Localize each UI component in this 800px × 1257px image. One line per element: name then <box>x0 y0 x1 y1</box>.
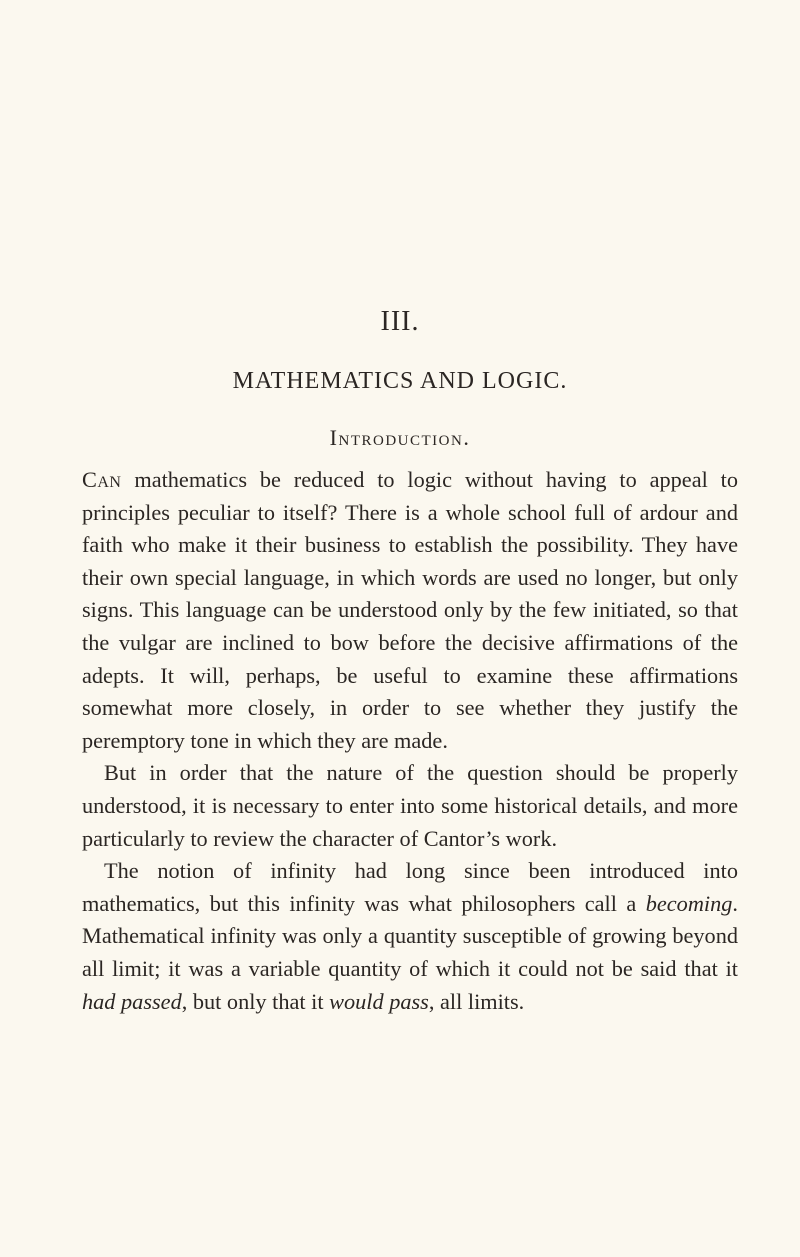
body-text <box>82 464 738 1018</box>
paragraph-3-text-a: The notion of infinity had long since been introduced into mathematics, but this infinity was what philosophers call a <box>82 858 738 916</box>
paragraph-3-italic-becoming: becoming <box>645 890 733 916</box>
paragraph-3 <box>82 855 738 1018</box>
paragraph-2: But in order that the nature of the question should be properly understood, it is necessary to enter into some historical details, and more particularly to review the character of Cantor’s work. <box>82 760 738 851</box>
paragraph-1 <box>82 464 738 757</box>
paragraph-3-text-e: , but only that it <box>181 988 330 1014</box>
paragraph-3-text-c: . Mathematical infinity was only a quantity susceptible of growing beyond all limit; it was a variable quantity of which it could not be said that it <box>82 890 738 981</box>
chapter-title: MATHEMATICS AND LOGIC. <box>232 368 568 394</box>
paragraph-1-lead-word: Can <box>82 467 122 492</box>
paragraph-3-text-g: , all limits. <box>428 988 525 1014</box>
paragraph-3-italic-had-passed: had passed <box>82 988 182 1014</box>
chapter-number: III. <box>380 306 420 337</box>
paragraph-1-text: mathematics be reduced to logic without having to appeal to principles peculiar to itself? There is a whole school full of ardour and faith who make it their business to establish the possibility. They have their own special language, in which words are used no longer, but only signs. This language can be understood only by the few initiated, so that the vulgar are inclined to bow before the decisive affirmations of the adepts. It will, perhaps, be useful to examine these affirmations somewhat more closely, in order to see whether they justify the peremptory tone in which they are made. <box>82 467 738 753</box>
section-heading: Introduction. <box>329 425 471 450</box>
paragraph-3-italic-would-pass: would pass <box>329 988 429 1014</box>
